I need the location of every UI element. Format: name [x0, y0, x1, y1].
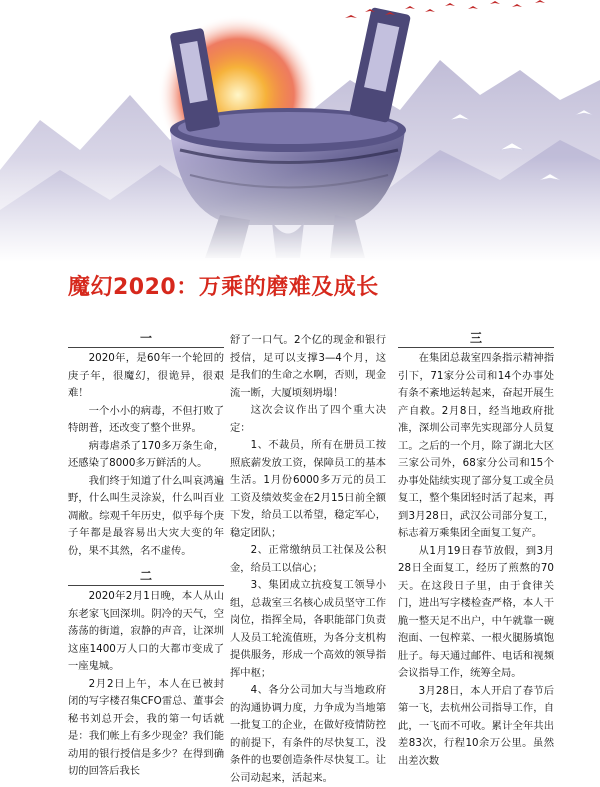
paragraph: 3月28日，本人开启了春节后第一飞，去杭州公司指导工作，自此，一飞而不可收。累计全年共出差83次，行程10余万公里。虽然出差次数 [398, 684, 554, 767]
section-divider [398, 347, 554, 348]
paragraph: 3、集团成立抗疫复工领导小组，总裁室三名核心成员坚守工作岗位，指挥全局，各职能部门负责人及员工轮流值班，为各分支机构提供服务，形成一个高效的领导指挥中枢； [230, 579, 386, 679]
paragraph: 一个小小的病毒，不但打败了特朗普，还改变了整个世界。 [68, 404, 224, 434]
section-divider [68, 585, 224, 586]
paragraph: 2020年，是60年一个轮回的庚子年，很魔幻，很诡异，很艰难！ [68, 352, 224, 399]
paragraph: 2月2日上午，本人在已被封闭的写字楼召集CFO雷总、董事会秘书刘总开会，我的第一句话就是：我们帐上有多少现金？我们能动用的银行授信是多少？在得到确切的回答后我长 [68, 677, 224, 777]
paragraph: 2020年2月1日晚，本人从山东老家飞回深圳。阴冷的天气，空荡荡的街道，寂静的声音，让深圳这座1400万人口的大都市变成了一座鬼城。 [68, 590, 224, 672]
page-title: 魔幻2020：万乘的磨难及成长 [68, 275, 379, 300]
paragraph: 这次会议作出了四个重大决定： [230, 404, 386, 434]
paragraph: 从1月19日春节放假，到3月28日全面复工，经历了煎熬的70天。在这段日子里，由于食律关门，进出写字楼检查严格，本人干脆一整天足不出户，中午就靠一碗泡面、一包榨菜、一根火腿肠填饱肚子。每天通过邮件、电话和视频会议指导工作，统筹全局。 [398, 544, 554, 679]
paragraph: 4、各分公司加大与当地政府的沟通协调力度，力争成为当地第一批复工的企业，在做好疫情防控的前提下，有条件的尽快复工，没条件的也要创造条件尽快复工。让公司动起来，活起来。 [230, 684, 386, 784]
column-3 [398, 330, 554, 770]
section-heading-1: 一 [139, 331, 152, 345]
column-1 [68, 330, 224, 781]
section-heading-2: 二 [139, 569, 152, 583]
hero-image [0, 0, 600, 262]
section-heading-3: 三 [469, 331, 482, 345]
paragraph: 我们终于知道了什么叫哀鸿遍野，什么叫生灵涂炭，什么叫百业凋敝。综观千年历史，似乎每个庚子年都是最容易出大灾大变的年份，果不其然，名不虚传。 [68, 474, 224, 557]
paragraph: 在集团总裁室四条指示精神指引下，71家分公司和14个办事处有条不紊地运转起来，奋起开展生产自救。2月8日，经当地政府批准，深圳公司率先实现部分人员复工。之后的一个月，除了湖北大区三家公司外，68家分公司和15个办事处陆续实现了部分复工或全员复工，整个集团轻时活了起来，再到3月28日，武汉公司部分复工，标志着万乘集团全面复工复产。 [398, 352, 554, 539]
paragraph: 病毒虐杀了170多万条生命，还感染了8000多万鲜活的人。 [68, 439, 224, 469]
column-2 [230, 332, 386, 787]
paragraph: 1、不裁员，所有在册员工按照底薪发放工资，保障员工的基本生活。1月份6000多万元的员工工资及绩效奖金在2月15日前全额下发，给员工以希望，稳定军心，稳定团队； [230, 439, 386, 539]
section-divider [68, 347, 224, 348]
paragraph: 舒了一口气。2个亿的现金和银行授信，足可以支撑3—4个月，这是我们的生命之水啊，否则，现金流一断，大厦顷刻坍塌！ [230, 334, 386, 399]
paragraph: 2、正常缴纳员工社保及公积金，给员工以信心； [230, 544, 386, 574]
